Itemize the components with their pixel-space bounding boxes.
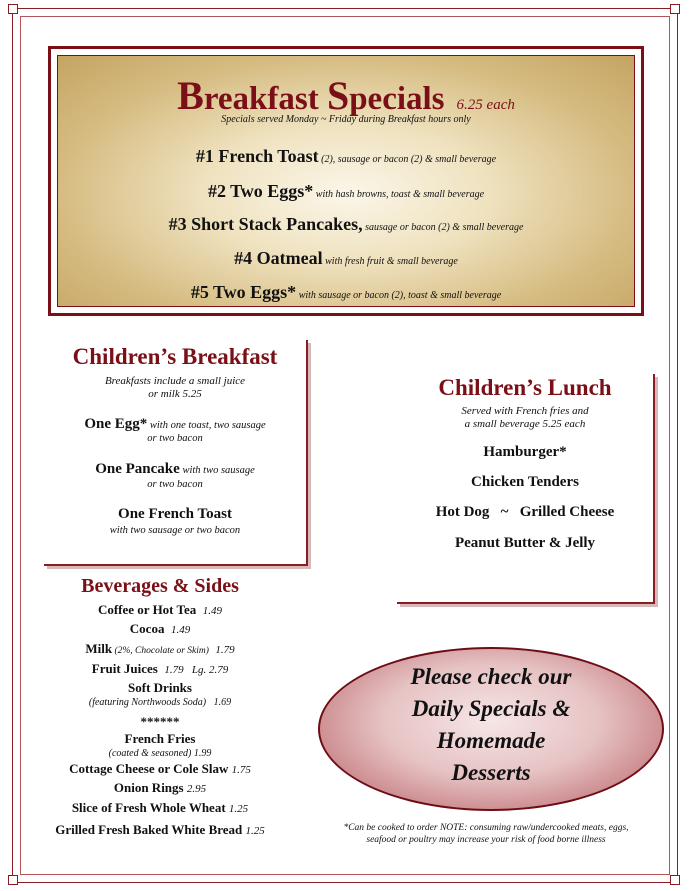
menu-item: Peanut Butter & Jelly bbox=[454, 535, 596, 551]
menu-item-desc: (featuring Northwoods Soda) 1.69 bbox=[88, 696, 232, 708]
divider-stars: ****** bbox=[140, 713, 180, 729]
corner-ornament-tr bbox=[670, 4, 680, 14]
menu-item: Hamburger* bbox=[483, 444, 567, 460]
menu-item: Hot Dog ~ Grilled Cheese bbox=[435, 504, 615, 520]
special-item: #3 Short Stack Pancakes, sausage or bacon (2) & small beverage bbox=[168, 214, 524, 234]
daily-specials-line: Please check our bbox=[410, 664, 572, 689]
menu-item: Onion Rings 2.95 bbox=[113, 780, 207, 796]
childrens-lunch-title: Children’s Lunch bbox=[438, 375, 612, 400]
corner-ornament-bl bbox=[8, 875, 18, 885]
menu-item: Chicken Tenders bbox=[471, 474, 579, 490]
childrens-breakfast-title: Children’s Breakfast bbox=[72, 344, 278, 369]
childrens-lunch-sub: a small beverage 5.25 each bbox=[464, 418, 586, 430]
menu-item-desc: (coated & seasoned) 1.99 bbox=[108, 748, 212, 760]
menu-item: One Egg* with one toast, two sausage bbox=[84, 416, 266, 432]
special-item: #2 Two Eggs* with hash browns, toast & small beverage bbox=[207, 181, 485, 201]
breakfast-specials-price: 6.25 each bbox=[456, 97, 515, 113]
childrens-breakfast-sub: or milk 5.25 bbox=[148, 388, 202, 400]
childrens-lunch-card bbox=[397, 374, 655, 604]
menu-item: Cottage Cheese or Cole Slaw 1.75 bbox=[69, 761, 251, 777]
menu-item: Cocoa 1.49 bbox=[129, 621, 191, 637]
menu-item-desc: with two sausage or two bacon bbox=[109, 525, 241, 536]
breakfast-specials-subtitle: Specials served Monday ~ Friday during Breakfast hours only bbox=[221, 114, 471, 125]
childrens-breakfast-sub: Breakfasts include a small juice bbox=[104, 375, 246, 387]
daily-specials-line: Homemade bbox=[436, 728, 546, 753]
beverages-sides-title: Beverages & Sides bbox=[81, 575, 239, 597]
beverages-sides-section bbox=[30, 575, 290, 841]
menu-item: Slice of Fresh Whole Wheat 1.25 bbox=[71, 799, 249, 815]
daily-specials-line: Daily Specials & bbox=[411, 696, 571, 721]
menu-item: French Fries bbox=[124, 731, 196, 747]
menu-item-desc: or two bacon bbox=[147, 433, 203, 444]
menu-item: Milk (2%, Chocolate or Skim) 1.79 bbox=[85, 640, 235, 656]
breakfast-specials-title: Breakfast Specials 6.25 each bbox=[177, 73, 515, 118]
menu-item: One French Toast bbox=[118, 506, 232, 522]
special-item: #4 Oatmeal with fresh fruit & small beverage bbox=[234, 248, 458, 268]
daily-specials-oval bbox=[318, 647, 664, 811]
menu-item: Coffee or Hot Tea 1.49 bbox=[97, 602, 223, 617]
special-item: #1 French Toast (2), sausage or bacon (2) & small beverage bbox=[195, 146, 497, 166]
childrens-lunch-sub: Served with French fries and bbox=[461, 405, 589, 417]
breakfast-specials-banner bbox=[48, 46, 644, 316]
special-item: #5 Two Eggs* with sausage or bacon (2), toast & small beverage bbox=[190, 282, 502, 302]
food-safety-notice: *Can be cooked to order NOTE: consuming raw/undercooked meats, eggs, seafood or poultry may increase your risk of food borne illness bbox=[343, 823, 629, 845]
menu-item: Fruit Juices 1.79 Lg. 2.79 bbox=[91, 661, 229, 677]
childrens-breakfast-card bbox=[44, 340, 308, 566]
corner-ornament-br bbox=[670, 875, 680, 885]
menu-item: Soft Drinks bbox=[128, 679, 192, 695]
daily-specials-line: Desserts bbox=[451, 760, 531, 785]
corner-ornament-tl bbox=[8, 4, 18, 14]
menu-item: One Pancake with two sausage bbox=[95, 461, 255, 477]
menu-item-desc: or two bacon bbox=[147, 479, 203, 490]
menu-item: Grilled Fresh Baked White Bread 1.25 bbox=[55, 822, 265, 838]
